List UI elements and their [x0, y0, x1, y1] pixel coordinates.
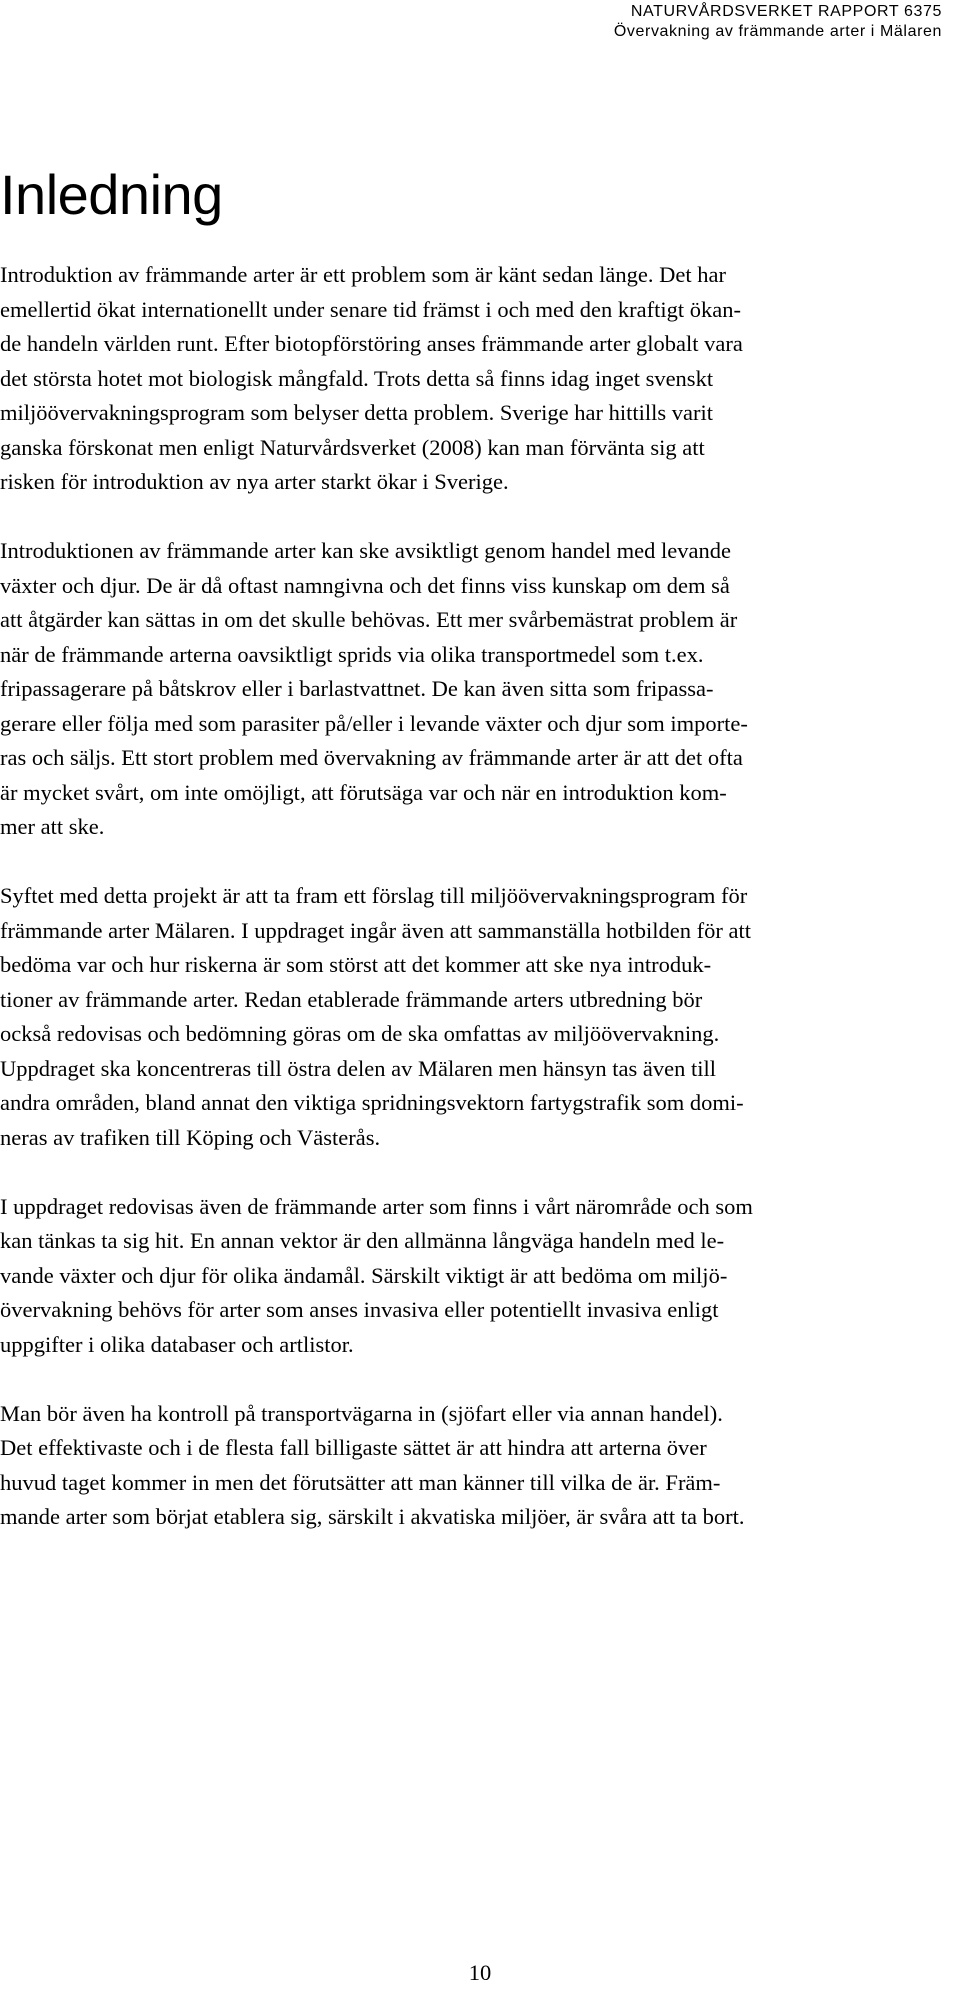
- report-subtitle: Övervakning av främmande arter i Mälaren: [613, 23, 942, 40]
- paragraph-4: [0, 1190, 960, 1363]
- text-line: Introduktionen av främmande arter kan ske avsiktligt genom handel med levande: [0, 538, 732, 563]
- paragraph-3: [0, 879, 960, 1155]
- page-title: Inledning: [0, 163, 223, 226]
- text-line: Uppdraget ska koncentreras till östra delen av Mälaren men hänsyn tas även till: [0, 1055, 717, 1081]
- text-line: vande växter och djur för olika ändamål. Särskilt viktigt är att bedöma om miljö-: [0, 1262, 728, 1288]
- text-line: främmande arter Mälaren. I uppdraget ingår även att sammanställa hotbilden för att: [0, 917, 751, 943]
- text-line: mande arter som börjat etablera sig, särskilt i akvatiska miljöer, är svåra att ta bort.: [0, 1504, 745, 1529]
- page-number: 10: [468, 1960, 492, 1985]
- text-line: ganska förskonat men enligt Naturvårdsverket (2008) kan man förvänta sig att: [0, 434, 705, 460]
- text-line: när de främmande arterna oavsiktligt sprids via olika transportmedel som t.ex.: [0, 641, 704, 667]
- text-line: miljöövervakningsprogram som belyser detta problem. Sverige har hittills varit: [0, 400, 713, 425]
- text-line: växter och djur. De är då oftast namngivna och det finns viss kunskap om dem så: [0, 572, 730, 598]
- text-line: huvud taget kommer in men det förutsätter att man känner till vilka de är. Främ-: [0, 1469, 721, 1495]
- text-line: att åtgärder kan sättas in om det skulle behövas. Ett mer svårbemästrat problem är: [0, 607, 738, 632]
- text-line: emellertid ökat internationellt under senare tid främst i och med den kraftigt ökan-: [0, 296, 741, 322]
- text-line: Man bör även ha kontroll på transportvägarna in (sjöfart eller via annan handel).: [0, 1400, 723, 1426]
- text-line: ras och säljs. Ett stort problem med övervakning av främmande arter är att det ofta: [0, 745, 743, 770]
- text-line: Syftet med detta projekt är att ta fram ett förslag till miljöövervakningsprogram för: [0, 883, 748, 908]
- paragraph-5: [0, 1397, 960, 1535]
- text-line: uppgifter i olika databaser och artlistor.: [0, 1331, 354, 1357]
- text-line: Introduktion av främmande arter är ett problem som är känt sedan länge. Det har: [0, 262, 726, 287]
- text-line: det största hotet mot biologisk mångfald. Trots detta så finns idag inget svenskt: [0, 365, 714, 391]
- text-line: kan tänkas ta sig hit. En annan vektor är den allmänna långväga handeln med le-: [0, 1228, 725, 1253]
- text-line: neras av trafiken till Köping och Västerås.: [0, 1124, 381, 1150]
- text-line: I uppdraget redovisas även de främmande arter som finns i vårt närområde och som: [0, 1193, 753, 1219]
- text-line: fripassagerare på båtskrov eller i barlastvattnet. De kan även sitta som fripassa-: [0, 676, 714, 701]
- running-header: [614, 2, 942, 42]
- text-line: också redovisas och bedömning göras om de ska omfattas av miljöövervakning.: [0, 1021, 720, 1046]
- report-series-label: NATURVÅRDSVERKET RAPPORT 6375: [630, 3, 942, 20]
- paragraph-2: [0, 534, 960, 845]
- text-line: de handeln världen runt. Efter biotopförstöring anses främmande arter globalt vara: [0, 331, 743, 356]
- text-line: andra områden, bland annat den viktiga spridningsvektorn fartygstrafik som domi-: [0, 1090, 744, 1115]
- paragraph-1: [0, 258, 960, 500]
- text-line: är mycket svårt, om inte omöjligt, att förutsäga var och när en introduktion kom-: [0, 779, 727, 805]
- text-line: tioner av främmande arter. Redan etablerade främmande arters utbredning bör: [0, 986, 703, 1012]
- text-line: mer att ske.: [0, 814, 105, 839]
- text-line: gerare eller följa med som parasiter på/eller i levande växter och djur som importe-: [0, 710, 748, 736]
- text-line: risken för introduktion av nya arter starkt ökar i Sverige.: [0, 469, 509, 494]
- body-text: [0, 258, 960, 1569]
- text-line: bedöma var och hur riskerna är som störst att det kommer att ske nya introduk-: [0, 952, 712, 977]
- text-line: övervakning behövs för arter som anses invasiva eller potentiellt invasiva enligt: [0, 1297, 719, 1322]
- text-line: Det effektivaste och i de flesta fall billigaste sättet är att hindra att arterna över: [0, 1435, 707, 1460]
